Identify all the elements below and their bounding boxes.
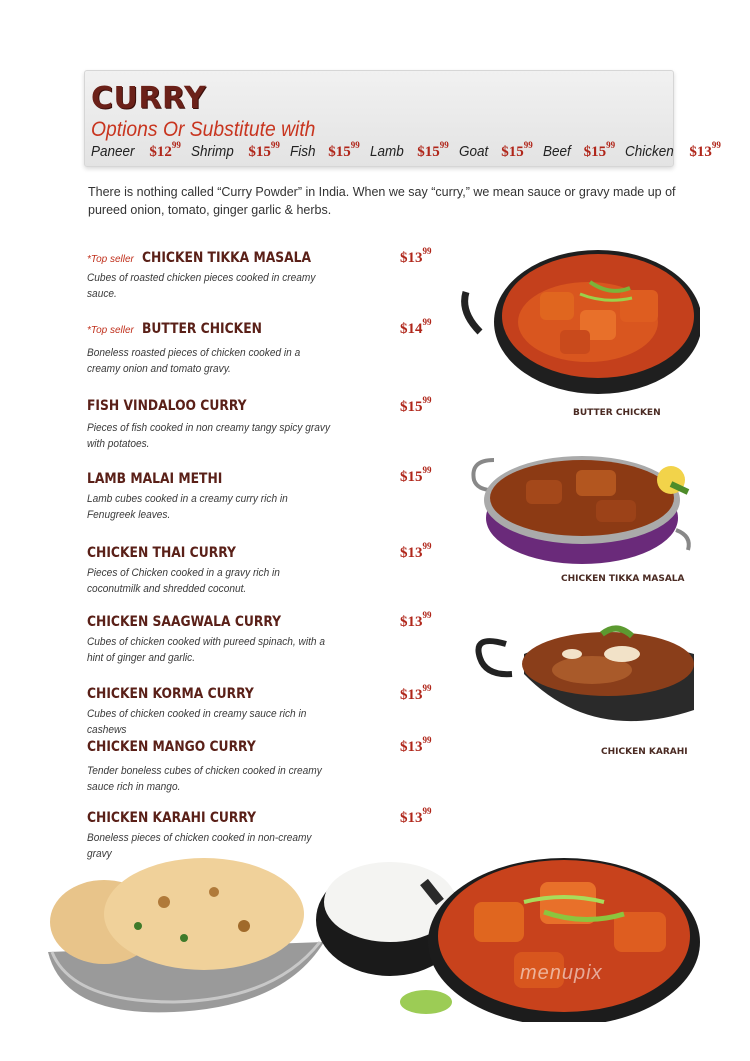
menu-item	[87, 541, 447, 597]
item-name: CHICKEN KORMA CURRY	[87, 686, 254, 702]
karahi-caption: CHICKEN KARAHI	[601, 747, 688, 757]
section-title: CURRY	[91, 81, 207, 116]
top-seller-badge: *Top seller	[87, 254, 134, 265]
menu-item	[87, 395, 447, 452]
substitute-options	[91, 140, 721, 166]
item-description: Cubes of roasted chicken pieces cooked in creamy sauce.	[87, 272, 316, 300]
item-price: $\$13^{99}$	[400, 610, 432, 630]
curry-header-banner	[84, 70, 721, 167]
option-paneer: Paneer $\$12^{99}$	[91, 140, 181, 160]
item-description: Pieces of Chicken cooked in a gravy rich in coconutmilk and shredded coconut.	[87, 567, 280, 595]
option-goat: Goat $\$15^{99}$	[458, 140, 533, 160]
watermark: menupix	[520, 962, 603, 984]
item-description: Tender boneless cubes of chicken cooked in creamy sauce rich in mango.	[87, 765, 322, 793]
option-shrimp: Shrimp $\$15^{99}$	[190, 140, 280, 160]
karahi-photo	[472, 614, 698, 738]
option-lamb: Lamb $\$15^{99}$	[369, 140, 449, 160]
menu-item	[87, 471, 447, 523]
item-description: Cubes of chicken cooked in creamy sauce rich in cashews	[87, 708, 307, 736]
item-price: $\$15^{99}$	[400, 395, 432, 415]
item-price: $\$13^{99}$	[400, 806, 432, 826]
item-description: Cubes of chicken cooked with pureed spinach, with a hint of ginger and garlic.	[87, 636, 325, 664]
item-price: $\$15^{99}$	[400, 465, 432, 485]
item-name: CHICKEN MANGO CURRY	[87, 739, 256, 755]
butter-chicken-photo	[460, 232, 700, 402]
menu-item	[87, 735, 447, 795]
item-price: $\$14^{99}$	[400, 317, 432, 337]
item-description: Lamb cubes cooked in a creamy curry rich in Fenugreek leaves.	[87, 493, 288, 521]
item-name: CHICKEN KARAHI CURRY	[87, 810, 257, 826]
item-name: LAMB MALAI METHI	[87, 471, 223, 487]
item-description: Boneless pieces of chicken cooked in non-creamy gravy	[87, 832, 312, 860]
option-chicken: Chicken $\$13^{99}$	[625, 140, 721, 160]
butter-chicken-caption: BUTTER CHICKEN	[573, 408, 661, 418]
bottom-food-photo	[44, 842, 700, 1022]
menu-item	[87, 246, 447, 302]
menu-item	[87, 683, 447, 738]
tikka-masala-photo	[466, 440, 698, 570]
item-price: $\$13^{99}$	[400, 541, 432, 561]
item-price: $\$13^{99}$	[400, 683, 432, 703]
item-name: BUTTER CHICKEN	[141, 321, 262, 337]
tikka-masala-caption: CHICKEN TIKKA MASALA	[561, 574, 685, 584]
item-price: $\$13^{99}$	[400, 246, 432, 266]
item-name: FISH VINDALOO CURRY	[87, 398, 247, 414]
top-seller-badge: *Top seller	[87, 325, 134, 336]
intro-text: There is nothing called “Curry Powder” in India. When we say “curry,” we mean sauce or gravy made up of pureed onion, tomato, ginger garlic & herbs.	[88, 185, 676, 217]
section-subtitle: Options Or Substitute with	[91, 118, 316, 141]
item-name: CHICKEN TIKKA MASALA	[141, 250, 311, 266]
option-beef: Beef $\$15^{99}$	[542, 140, 616, 160]
item-name: CHICKEN THAI CURRY	[87, 545, 236, 561]
menu-item	[87, 610, 447, 666]
option-fish: Fish $\$15^{99}$	[289, 140, 360, 160]
item-description: Pieces of fish cooked in non creamy tangy spicy gravy with potatoes.	[87, 422, 331, 450]
item-name: CHICKEN SAAGWALA CURRY	[87, 614, 282, 630]
item-price: $\$13^{99}$	[400, 735, 432, 755]
item-description: Boneless roasted pieces of chicken cooked in a creamy onion and tomato gravy.	[87, 347, 301, 375]
menu-item	[87, 317, 447, 377]
